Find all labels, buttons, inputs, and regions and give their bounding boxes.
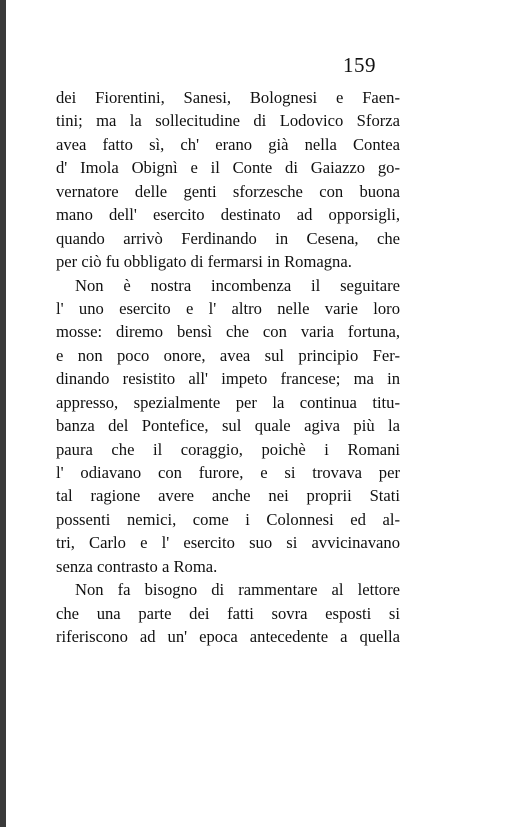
text-line: paura che il coraggio, poichè i Romani [56,439,400,459]
page-number: 159 [343,53,376,77]
text-line: avea fatto sì, ch' erano già nella Contea [56,134,400,154]
text-line: dei Fiorentini, Sanesi, Bolognesi e Faen- [56,88,400,107]
text-line: quando arrivò Ferdinando in Cesena, che [56,228,400,248]
text-line: banza del Pontefice, sul quale agiva più la [56,416,400,436]
text-line: possenti nemici, come i Colonnesi ed al- [56,509,400,529]
text-line: l' odiavano con furore, e si trovava per [56,463,400,482]
text-line: Non fa bisogno di rammentare al lettore [75,580,400,600]
text-line: vernatore delle genti sforzesche con buona [56,181,400,201]
text-line: per ciò fu obbligato di fermarsi in Romagna. [56,252,352,272]
text-line: riferiscono ad un' epoca antecedente a quella [56,627,400,647]
text-line: mano dell' esercito destinato ad opporsigli, [56,205,400,225]
text-line: l' uno esercito e l' altro nelle varie loro [56,298,400,318]
text-line: tal ragione avere anche nei proprii Stati [56,486,400,506]
text-line: e non poco onore, avea sul principio Fer- [56,345,400,365]
text-line: d' Imola Obignì e il Conte di Gaiazzo go- [56,158,400,178]
text-line: appresso, spezialmente per la continua titu- [56,392,400,412]
page-edge-shadow [0,0,6,827]
text-line: che una parte dei fatti sovra esposti si [56,603,400,623]
text-line: dinando resistito all' impeto francese; ma in [56,369,400,389]
text-line: tini; ma la sollecitudine di Lodovico Sforza [56,111,400,131]
text-line: senza contrasto a Roma. [56,556,218,576]
text-line: mosse: diremo bensì che con varia fortuna, [56,322,400,342]
text-line: Non è nostra incombenza il seguitare [75,275,400,295]
text-line: tri, Carlo e l' esercito suo si avvicinavano [56,533,400,553]
body-text [56,86,400,649]
